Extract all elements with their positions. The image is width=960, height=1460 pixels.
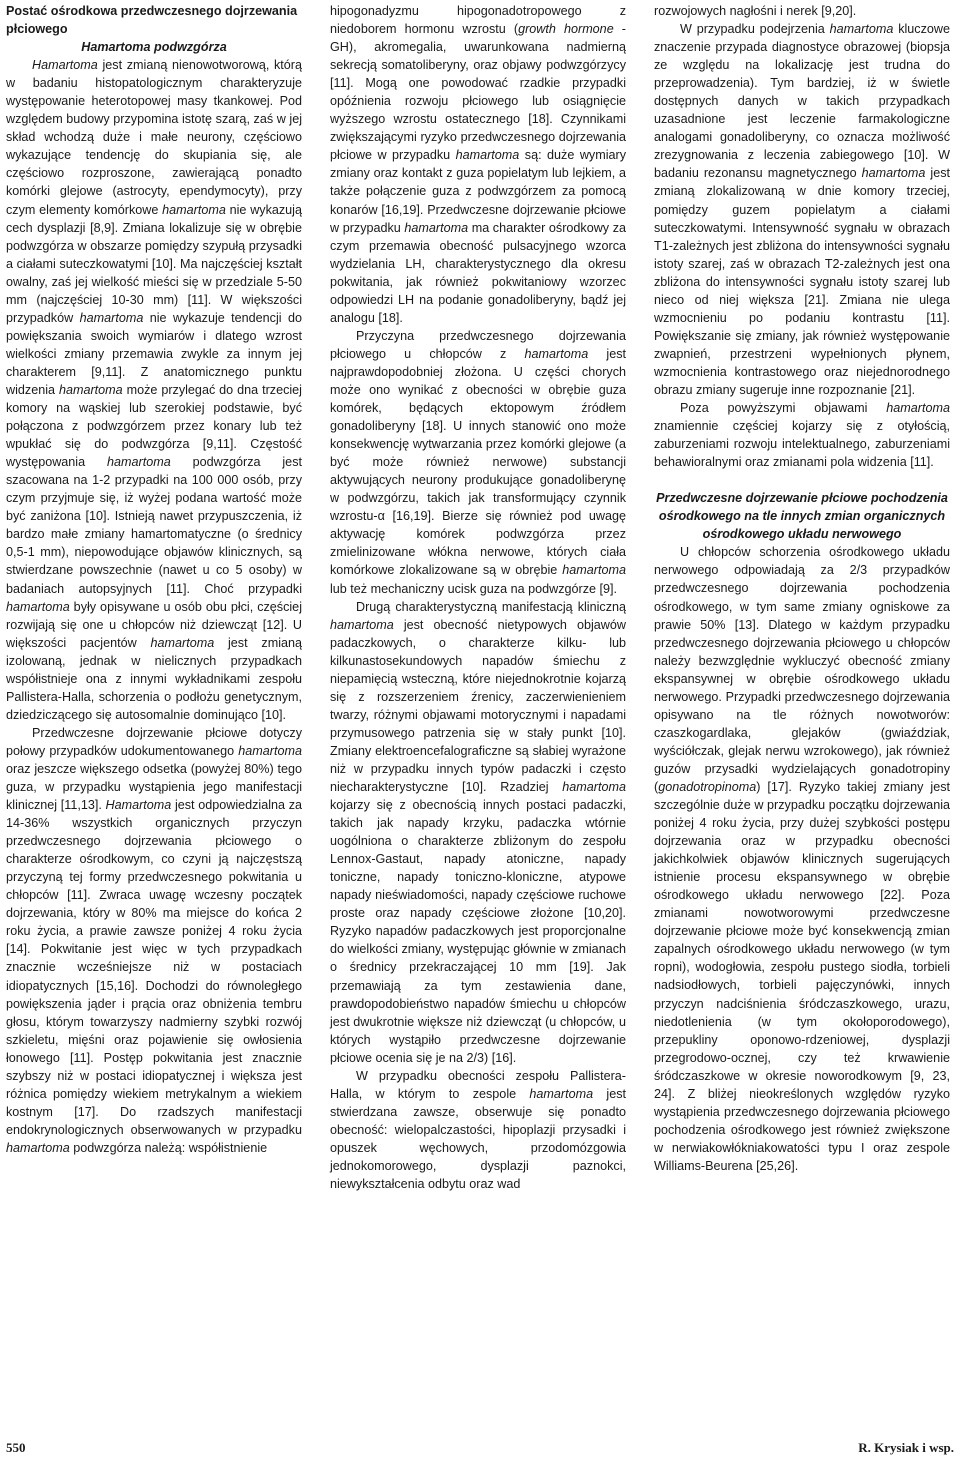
page-number: 550 (6, 1440, 26, 1455)
column-1 (6, 2, 302, 1157)
paragraph: Przyczyna przedwczesnego dojrzewania płciowego u chłopców z hamartoma jest najprawdopodobniej złożona. U części chorych może ono wynikać z obecności w obrębie guza komórek, będących ektopowym źródłem gonadoliberyny [18]. U innych stanowić ono może konsekwencję wytwarzania przez komórki glejowe (a być może również nerwowe) substancji aktywujących neurony produkujące gonadoliberynę w podwzgórzu, takich jak transformujący czynnik wzrostu-α [16,19]. Bierze się również pod uwagę aktywację komórek podwzgórza przez zmielinizowane włókna nerwowe, których ciała komórkowe zlokalizowane są w obrębie hamartoma lub też mechaniczny ucisk guza na podwzgórze [9]. (330, 328, 626, 596)
section-heading: Przedwczesne dojrzewanie płciowe pochodzenia ośrodkowego na tle innych zmian organicznych ośrodkowego układu nerwowego (656, 491, 948, 542)
column-3 (654, 2, 950, 1175)
paragraph: hipogonadyzmu hipogonadotropowego z niedoborem hormonu wzrostu (growth hormone - GH), akromegalia, uwarunkowana nadmierną sekrecją somatoliberyny, oraz objawy podwzgórzycy [11]. Mogą one powodować rzadkie przypadki opóźnienia rozwoju płciowego lub osiągnięcie wyższego wzrostu ostatecznego [18]. Czynnikami zwiększającymi ryzyko przedwczesnego dojrzewania płciowe w przypadku hamartoma są: duże wymiary zmiany oraz kontakt z guza popielatym lub lejkiem, a także połączenie guza z podwzgórzem za pomocą konarów [16,19]. Przedwczesne dojrzewanie płciowe w przypadku hamartoma ma charakter ośrodkowy za czym przemawia obecność pulsacyjnego wzorca wydzielania LH, charakterystycznego dla okresu pokwitania, jak również pokwitaniowy wzorzec odpowiedzi LH na podanie gonadoliberyny, bądź jej analogu [18]. (330, 4, 626, 325)
paragraph: rozwojowych nagłośni i nerek [9,20]. (654, 4, 857, 18)
paragraph: Poza powyższymi objawami hamartoma znamiennie częściej kojarzy się z otyłością, zaburzeniami rozwoju intelektualnego, zaburzeniami behawioralnymi oraz zmianami pola widzenia [11]. (654, 401, 950, 470)
running-authors: R. Krysiak i wsp. (858, 1440, 954, 1455)
paragraph: W przypadku podejrzenia hamartoma kluczowe znaczenie przypada diagnostyce obrazowej (biopsja ze względu na lokalizację jest trudna do przeprowadzenia). Tym bardziej, iż w świetle dostępnych danych w takich przypadkach uzasadnione jest leczenie farmakologiczne analogami gonadoliberyny, co oznacza możliwość zrezygnowania z leczenia zabiegowego [10]. W badaniu rezonansu magnetycznego hamartoma jest zmianą zlokalizowaną w dnie komory trzeciej, pomiędzy guzem popielatym a ciałami suteczkowatymi. Intensywność sygnału w obrazach T1-zależnych jest zbliżona do intensywności sygnału istoty szarej, zaś w obrazach T2-zależnych jest ona zbliżona do intensywności sygnału istoty szarej lub nieco od niej większa [21]. Zmiana nie ulega wzmocnieniu po podaniu kontrastu [11]. Powiększanie się zmiany, jak również występowanie zwapnień, przestrzeni wypełnionych płynem, wzmocnienia kontrastowego oraz niejednorodnego obrazu zmiany sugeruje inne rozpoznanie [21]. (654, 22, 951, 397)
paragraph: Hamartoma jest zmianą nienowotworową, którą w badaniu histopatologicznym charakteryzuje występowanie heterotopowej masy tkankowej. Pod względem budowy przypomina istotę szarą, zaś w jej skład wchodzą duże i małe neurony, częściowo wykazujące tendencję do skupiania się, ale częściowo rozproszone, zawierającą ponadto komórki glejowe (astrocyty, ependymocyty), przy czym elementy komórkowe hamartoma nie wykazują cech dysplazji [8,9]. Zmiana lokalizuje się w obrębie podwzgórza w obszarze pomiędzy szypułą przysadki a ciałami suteczkowatymi [10]. Ma najczęściej kształt owalny, zaś jej wielkość mieści się w przedziale 5-50 mm (najczęściej 10-30 mm) [11]. W większości przypadków hamartoma nie wykazuje tendencji do powiększania swoich wymiarów i dlatego wzrost wielkości zmiany przemawia zwykle za innym jej charakterem [9,11]. Z anatomicznego punktu widzenia hamartoma może przylegać do dna trzeciej komory na wąskiej lub szerokiej podstawie, być połączona z podwzgórzem przez konary lub też wpukłać się do podwzgórza [9,11]. Częstość występowania hamartoma podwzgórza jest szacowana na 1-2 przypadki na 100 000 osób, przy czym przyjmuje się, iż wyżej podana wartość może być zaniżona [10]. Istnieją nawet przypuszczenia, iż bardzo małe zmiany hamartomatyczne (o średnicy 0,5-1 mm), niepowodujące objawów klinicznych, są stwierdzane powszechnie (nawet u co 5 osoby) w badaniach autopsyjnych [11]. Choć przypadki hamartoma były opisywane u osób obu płci, częściej rozwijają się one u chłopców niż dziewcząt [12]. U większości pacjentów hamartoma jest zmianą izolowaną, jednak w nielicznych przypadkach współistnieje ona z innymi wykładnikami zespołu Pallistera-Halla, schorzenia o podłożu genetycznym, dziedziczącego się autosomalnie dominująco [10]. (6, 58, 302, 722)
paragraph: Przedwczesne dojrzewanie płciowe dotyczy połowy przypadków udokumentowanego hamartoma oraz jeszcze większego odsetka (powyżej 80%) tego guza, w przypadku wystąpienia jego manifestacji klinicznej [11,13]. Hamartoma jest odpowiedzialna za 14-36% wszystkich organicznych przyczyn przedwczesnego dojrzewania płciowego o charakterze ośrodkowym, co czyni ją najczęstszą przyczyną tej formy przedwczesnego pokwitania u chłopców [11]. Zwraca uwagę wczesny początek dojrzewania, który w 80% ma miejsce do końca 2 roku życia, a prawie zawsze poniżej 4 roku życia [14]. Pokwitanie jest więc w tych przypadkach znacznie wcześniejsze niż w postaciach idiopatycznych [15,16]. Dochodzi do równoległego powiększenia jąder i prącia oraz obniżenia tembru głosu, którym towarzyszy nadmierny szybki rozwój szkieletu, mięśni oraz pojawienie się owłosienia łonowego [11]. Postęp pokwitania jest znacznie szybszy niż w postaci idiopatycznej i większa jest różnica pomiędzy wiekiem metrykalnym a wiekiem kostnym [17]. Do rzadszych manifestacji endokrynologicznych obserwowanych w przypadku hamartoma podwzgórza należą: współistnienie (6, 725, 303, 1155)
section-spacer (654, 471, 950, 489)
paragraph: W przypadku obecności zespołu Pallistera-Halla, w którym to zespole hamartoma jest stwierdzana zawsze, obserwuje się ponadto obecność: wielopalczastości, hipoplazji przysadki i opuszek węchowych, przodomózgowia jednokomorowego, dysplazji paznokci, niewykształcenia odbytu oraz wad (330, 1068, 626, 1192)
section-heading: Postać ośrodkowa przedwczesnego dojrzewania płciowego (6, 4, 298, 37)
paragraph: U chłopców schorzenia ośrodkowego układu nerwowego odpowiadają za 2/3 przypadków przedwczesnego dojrzewania pochodzenia ośrodkowego, w tym same zmiany ogniskowe za prawie 50% [13]. Dlatego w każdym przypadku przedwczesnego dojrzewania płciowego u chłopców należy bezwzględnie wykluczyć obecność zmiany ekspansywnej w obrębie ośrodkowego układu nerwowego. Przypadki przedwczesnego dojrzewania opisywano na tle różnych nowotworów: czaszkogardlaka, glejaków (gwiaździak, wyściółczak, glejak nerwu wzrokowego), jak również guzów przysadki wydzielających gonadotropiny (gonadotropinoma) [17]. Ryzyko takiej zmiany jest szczególnie duże w przypadku początku dojrzewania poniżej 4 roku życia, przy dużej szybkości postępu dojrzewania oraz w przypadku obecności jakichkolwiek objawów klinicznych sugerujących istnienie procesu ekspansywnego w obrębie ośrodkowego układu nerwowego [22]. Poza zmianami nowotworowymi przedwczesne dojrzewanie płciowe może być konsekwencją zmian zapalnych ośrodkowego układu nerwowego (w tym ropni), wodogłowia, zespołu pustego siodła, torbieli nadsiodłowych, torbieli pajęczynówki, innych przyczyn nadciśnienia śródczaszkowego, urazu, niedotlenienia (w tym okołoporodowego), przepukliny oponowo-rdzeniowej, dysplazji przegrodowo-ocznej, czy też krwawienie śródczaszkowe w okresie noworodkowym [9, 23, 24]. Z bliżej nieokreślonych względów ryzyko wystąpienia przedwczesnego dojrzewania płciowego pochodzenia ośrodkowego jest również zwiększone w nerwiakowłókniakowatości typu I oraz zespole Williams-Beurena [25,26]. (654, 545, 950, 1173)
paragraph: Drugą charakterystyczną manifestacją kliniczną hamartoma jest obecność nietypowych objawów padaczkowych, o charakterze kilku- lub kilkunastosekundowych napadów śmiechu z niepamięcią wsteczną, które niejednokrotnie kojarzą się z rozszerzeniem źrenicy, zaczerwienieniem twarzy, różnymi objawami motorycznymi i napadami przymusowego patrzenia się w stały punkt [10]. Zmiany elektroencefalograficzne są słabiej wyrażone niż w przypadku innych typów padaczki i często niecharakterystyczne [10]. Rzadziej hamartoma kojarzy się z obecnością innych postaci padaczki, takich jak napady krzyku, padaczka wtórnie uogólniona o charakterze zbliżonym do zespołu Lennox-Gastaut, napady atoniczne, napady toniczne, napady toniczno-kloniczne, atypowe napady nieświadomości, napady częściowe ruchowe proste oraz napady częściowe złożone [10,20]. Ryzyko napadów padaczkowych jest proporcjonalne do wielkości zmiany, występując głównie w zmianach o średnicy przekraczającej 10 mm [19]. Jak przemawiają za tym zestawienia dane, prawdopodobieństwo napadów śmiechu u chłopców jest dwukrotnie większe niż dziewcząt (u chłopców, u których wystąpiło przedwczesne dojrzewanie płciowe ocenia się je na 2/3) [16]. (330, 599, 626, 1065)
section-subheading: Hamartoma podwzgórza (81, 40, 227, 55)
column-2 (330, 2, 626, 1193)
